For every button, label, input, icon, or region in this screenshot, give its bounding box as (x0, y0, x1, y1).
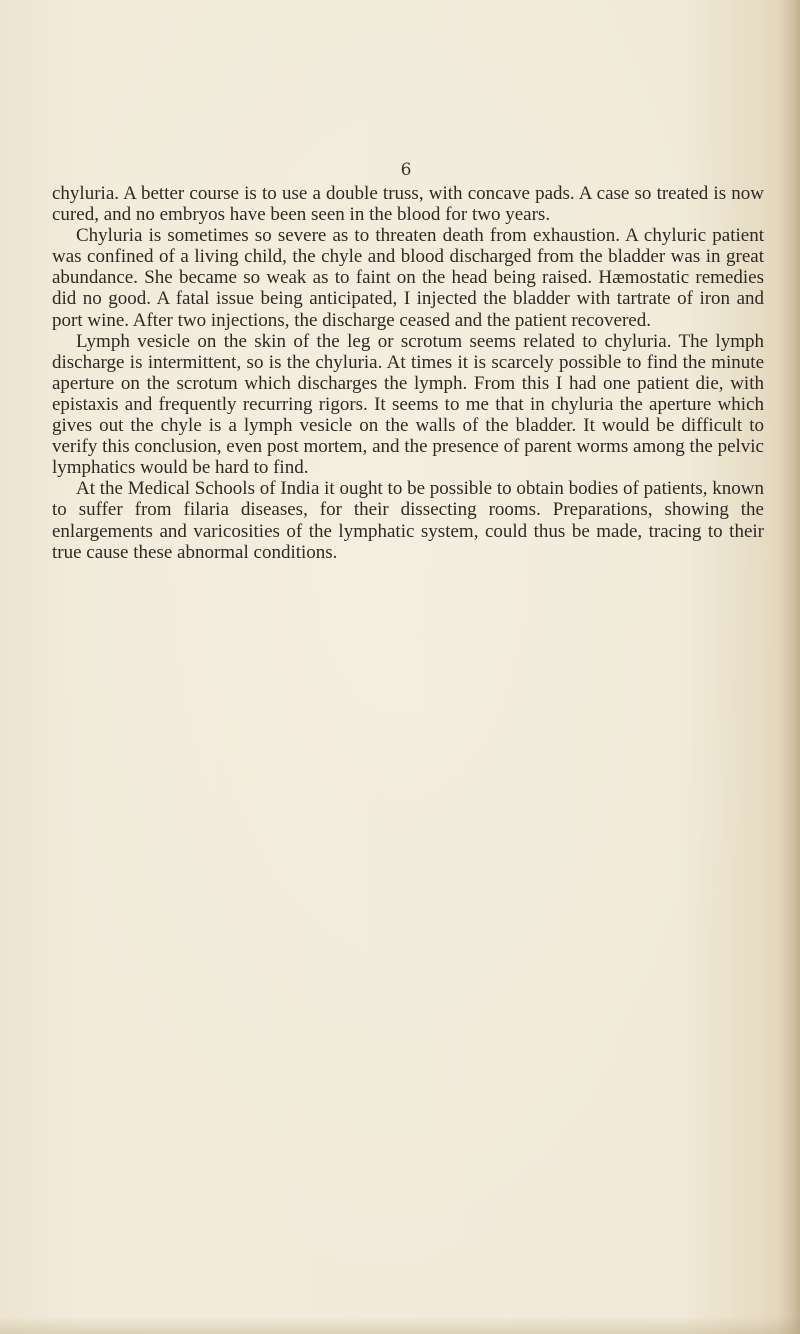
body-text (52, 183, 764, 563)
paragraph-lymph-vesicle: Lymph vesicle on the skin of the leg or scrotum seems related to chyluria. The lymph discharge is intermittent, so is the chyluria. At times it is scarcely possible to find the minute aperture on the scrotum which discharges the lymph. From this I had one patient die, with epistaxis and frequently recurring rigors. It seems to me that in chyluria the aperture which gives out the chyle is a lymph vesicle on the walls of the bladder. It would be difficult to verify this conclusion, even post mortem, and the presence of parent worms among the pelvic lymphatics would be hard to find. (52, 330, 764, 479)
page-edge-shadow (778, 0, 800, 1334)
page-bottom-shadow (0, 1316, 800, 1334)
page-number: 6 (400, 160, 412, 180)
paragraph-chyluria-severity: Chyluria is sometimes so severe as to threaten death from exhaustion. A chyluric patient was confined of a living child, the chyle and blood discharged from the bladder was in great abundance. She became so weak as to faint on the head being raised. Hæmostatic remedies did no good. A fatal issue being anticipated, I injected the bladder with tartrate of iron and port wine. After two injections, the discharge ceased and the patient recovered. (52, 225, 764, 331)
paragraph-medical-schools: At the Medical Schools of India it ought to be possible to obtain bodies of patients, known to suffer from filaria diseases, for their dissecting rooms. Preparations, showing the enlargements and varicosities of the lymphatic system, could thus be made, tracing to their true cause these abnormal conditions. (52, 478, 764, 563)
paragraph-continuation: chyluria. A better course is to use a double truss, with concave pads. A case so treated is now cured, and no embryos have been seen in the blood for two years. (52, 183, 764, 226)
